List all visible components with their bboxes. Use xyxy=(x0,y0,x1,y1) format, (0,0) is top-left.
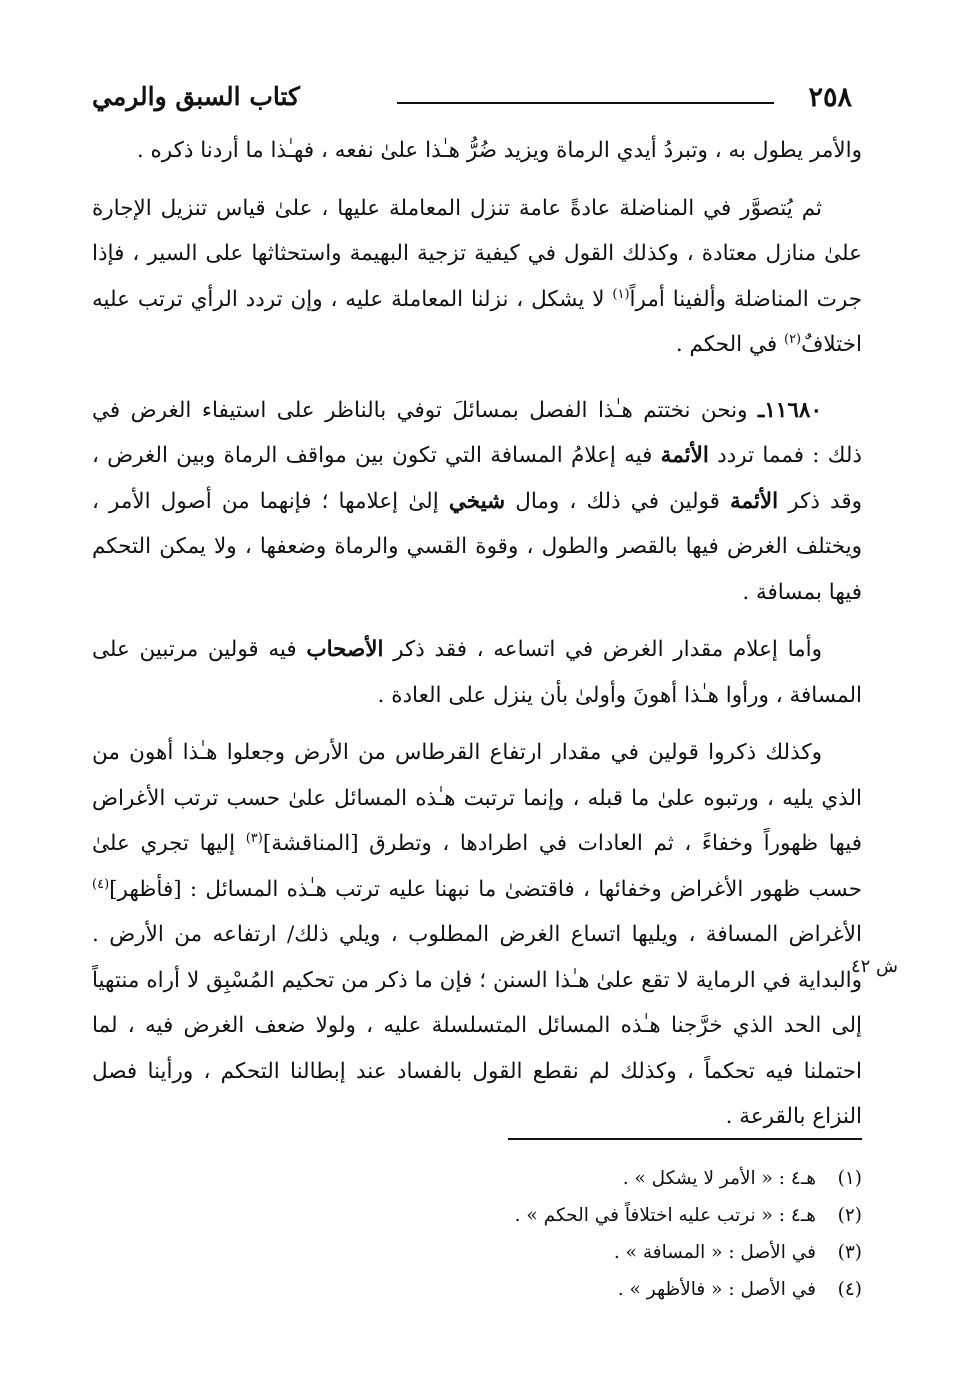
footnote-ref-1: (١) xyxy=(612,286,630,302)
footnote-number: (٤) xyxy=(837,1279,862,1300)
paragraph-3-text-c: فيه إعلامُ المسافة التي تكون بين مواقف الرماة وبين الغرض ، وقد ذكر xyxy=(92,443,862,514)
footnote-text: في الأصل : « المسافة » . xyxy=(613,1242,816,1263)
footnote-number: (٣) xyxy=(837,1242,862,1263)
paragraph-2 xyxy=(92,186,862,368)
paragraph-5-text-c: الأغراض المسافة ، ويليها اتساع الغرض المطلوب ، ويلي ذلك/ ارتفاعه من الأرض . والبداية في الرماية لا تقع علىٰ هـٰذا السنن ؛ فإن ما ذكر من تحكيم المُسْبِق لا أراه منتهياً إلى الحد الذي خرَّجنا هـٰذه المسائل المتسلسلة عليه ، ولولا ضعف الغرض فيه ، لما احتملنا فيه تحكماً ، وكذلك لم نقطع القول بالفساد عند إبطالنا التحكم ، ورأينا فصل النزاع بالقرعة . xyxy=(92,922,862,1129)
footnote-text: هـ٤ : « الأمر لا يشكل » . xyxy=(622,1168,816,1189)
paragraph-5 xyxy=(92,730,862,1140)
header-rule xyxy=(397,102,774,104)
footnote-1 xyxy=(102,1160,862,1197)
term-shaykhi: شيخي xyxy=(448,488,506,514)
footnote-rule xyxy=(508,1138,862,1140)
running-title: كتاب السبق والرمي xyxy=(92,82,300,111)
footnote-ref-3: (٣) xyxy=(245,830,263,846)
paragraph-3 xyxy=(92,388,862,616)
page-header xyxy=(92,78,852,118)
footnote-number: (١) xyxy=(837,1168,862,1189)
section-number: ١١٦٨٠ـ xyxy=(757,397,822,423)
footnote-3 xyxy=(102,1234,862,1271)
page-number: ٢٥٨ xyxy=(808,82,852,113)
footnote-4 xyxy=(102,1271,862,1308)
footnote-2 xyxy=(102,1197,862,1234)
term-ashab: الأصحاب xyxy=(306,637,384,662)
manuscript-folio-note: ش ٤٢ xyxy=(850,956,898,977)
footnote-number: (٢) xyxy=(837,1205,862,1226)
term-aimma-2: الأئمة xyxy=(729,488,779,514)
footnotes xyxy=(102,1160,862,1308)
main-text xyxy=(92,128,862,1140)
term-aimma-1: الأئمة xyxy=(660,443,709,468)
paragraph-3-text-e: إلىٰ إعلامها ؛ فإنهما من أصول الأمر ، ويختلف الغرض فيها بالقصر والطول ، وقوة القسي والرماة وضعفها ، ولا يمكن التحكم فيها بمسافة . xyxy=(92,488,862,605)
paragraph-4-text-c: فيه قولين مرتبين على المسافة ، ورأوا هـٰذا أهونَ وأولىٰ بأن ينزل على العادة . xyxy=(92,637,862,708)
paragraph-2-text-c: في الحكم . xyxy=(675,332,784,357)
paragraph-3-text-a: ونحن نختتم هـٰذا الفصل بمسائلَ توفي بالناظر على استيفاء الغرض في ذلك : فمما تردد xyxy=(92,397,862,468)
paragraph-2-text-b: لا يشكل ، نزلنا المعاملة عليه ، وإن تردد الرأي ترتب عليه اختلافٌ xyxy=(92,286,862,357)
footnote-text: هـ٤ : « نرتب عليه اختلافاً في الحكم » . xyxy=(514,1205,816,1226)
footnote-ref-2: (٢) xyxy=(783,331,802,347)
paragraph-4-text-a: وأما إعلام مقدار الغرض في اتساعه ، فقد ذكر xyxy=(383,637,822,662)
footnote-text: في الأصل : « فالأظهر » . xyxy=(617,1279,816,1300)
paragraph-5-text-b: إليها تجري علىٰ حسب ظهور الأغراض وخفائها ، فاقتضىٰ ما نبهنا عليه ترتب هـٰذه المسائل : [فأظهر] xyxy=(92,831,862,902)
paragraph-2-text-a: ثم يُتصوَّر في المناضلة عادةً عامة تنزل المعاملة عليها ، علىٰ قياس تنزيل الإجارة علىٰ منازل معتادة ، وكذلك القول في كيفية تزجية البهيمة واستحثاثها على السير ، فإذا جرت المناضلة وألفينا أمراً xyxy=(92,195,862,312)
paragraph-1: والأمر يطول به ، وتبردُ أيدي الرماة ويزيد ضُرُّ هـٰذا علىٰ نفعه ، فهـٰذا ما أردنا ذكره . xyxy=(136,138,862,163)
paragraph-3-text-d: قولين في ذلك ، ومال xyxy=(505,488,730,514)
footnote-ref-4: (٤) xyxy=(92,876,110,892)
paragraph-5-text-a: وكذلك ذكروا قولين في مقدار ارتفاع القرطاس من الأرض وجعلوا هـٰذا أهون من الذي يليه ، ورتبوه علىٰ ما قبله ، وإنما ترتبت هـٰذه المسائل علىٰ حسب ترتب الأغراض فيها ظهوراً وخفاءً ، ثم العادات في اطرادها ، وتطرق [المناقشة] xyxy=(92,740,862,856)
paragraph-4 xyxy=(92,627,862,718)
